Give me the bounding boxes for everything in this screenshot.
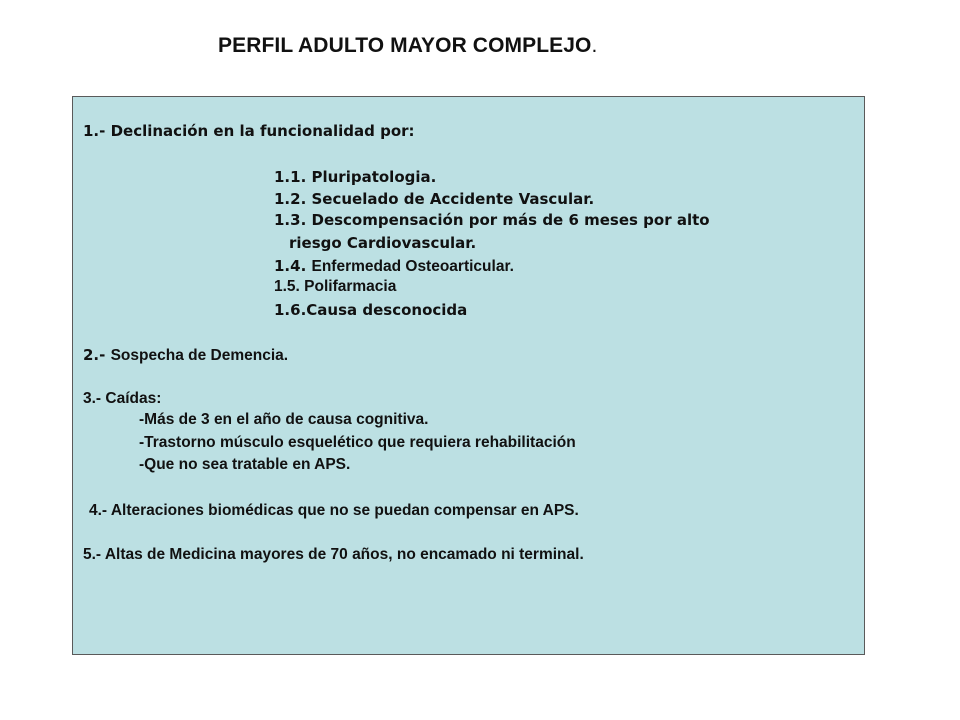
- item-1-4: [274, 256, 514, 277]
- item-2: [83, 345, 288, 366]
- item-1-5: 1.5. Polifarmacia: [274, 278, 397, 295]
- item-1-2: 1.2. Secuelado de Accidente Vascular.: [274, 190, 595, 208]
- criteria-panel: [72, 96, 865, 655]
- item-5: 5.- Altas de Medicina mayores de 70 años, no encamado ni terminal.: [83, 546, 584, 563]
- item-2-number: 2.-: [83, 346, 111, 364]
- item-3-header: 3.- Caídas:: [83, 390, 162, 407]
- item-1-1: 1.1. Pluripatologia.: [274, 168, 437, 186]
- item-1-3-line-2: riesgo Cardiovascular.: [289, 234, 477, 252]
- item-3-a: -Más de 3 en el año de causa cognitiva.: [139, 411, 429, 428]
- item-3-b: -Trastorno músculo esquelético que requiera rehabilitación: [139, 434, 576, 451]
- item-1-4-text: Enfermedad Osteoarticular.: [311, 258, 514, 275]
- item-1-3-line-1: 1.3. Descompensación por más de 6 meses por alto: [274, 211, 710, 229]
- item-4: 4.- Alteraciones biomédicas que no se puedan compensar en APS.: [89, 502, 579, 519]
- title-text: PERFIL ADULTO MAYOR COMPLEJO: [218, 34, 592, 57]
- page-title: [218, 34, 597, 58]
- item-2-text: Sospecha de Demencia.: [110, 347, 289, 364]
- title-dot: .: [591, 34, 598, 57]
- item-3-c: -Que no sea tratable en APS.: [139, 456, 351, 473]
- item-1-header: 1.- Declinación en la funcionalidad por:: [83, 122, 415, 140]
- item-1-4-number: 1.4.: [274, 257, 312, 275]
- item-1-6: 1.6.Causa desconocida: [274, 301, 468, 319]
